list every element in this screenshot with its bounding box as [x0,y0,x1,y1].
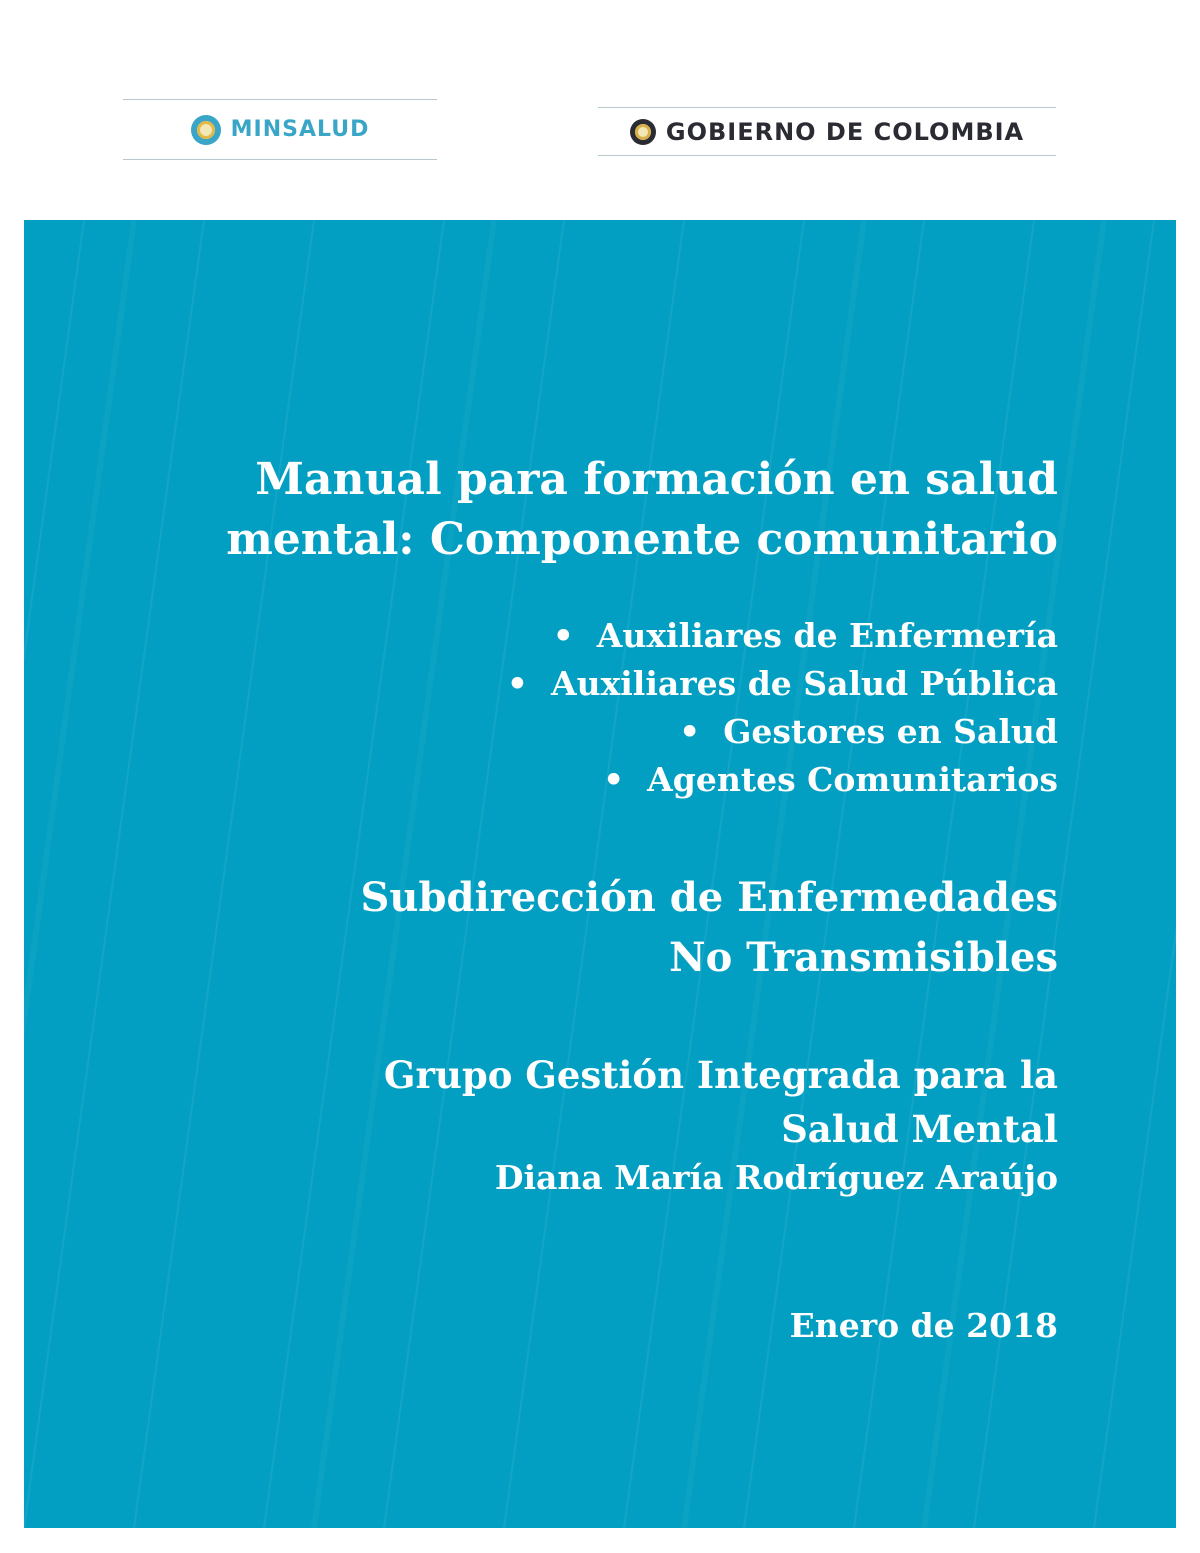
subdireccion-line: Subdirección de Enfermedades [360,874,1058,921]
divider [123,159,437,160]
grupo-heading [384,1048,1058,1156]
document-title [226,450,1058,570]
grupo-line: Salud Mental [781,1107,1058,1151]
publication-date: Enero de 2018 [789,1306,1058,1345]
divider [123,99,437,100]
gobierno-logo-text: GOBIERNO DE COLOMBIA [665,117,1025,146]
subdireccion-line: No Transmisibles [669,934,1058,981]
gobierno-de-colombia-logo [598,107,1056,156]
author-name: Diana María Rodríguez Araújo [494,1158,1058,1197]
audience-list [507,612,1058,804]
list-item: • Agentes Comunitarios [507,756,1058,804]
list-item: • Auxiliares de Enfermería [507,612,1058,660]
cover-panel [24,220,1176,1528]
title-line: mental: Componente comunitario [226,514,1058,565]
divider [598,155,1056,156]
title-line: Manual para formación en salud [255,454,1058,505]
minsalud-logo-text: MINSALUD [230,117,370,142]
colombia-coat-of-arms-icon [630,119,656,145]
colombia-coat-of-arms-icon [191,115,221,145]
subdireccion-heading [361,868,1058,988]
minsalud-logo [123,99,437,160]
divider [598,107,1056,108]
list-item: • Auxiliares de Salud Pública [507,660,1058,708]
list-item: • Gestores en Salud [507,708,1058,756]
grupo-line: Grupo Gestión Integrada para la [383,1053,1058,1097]
